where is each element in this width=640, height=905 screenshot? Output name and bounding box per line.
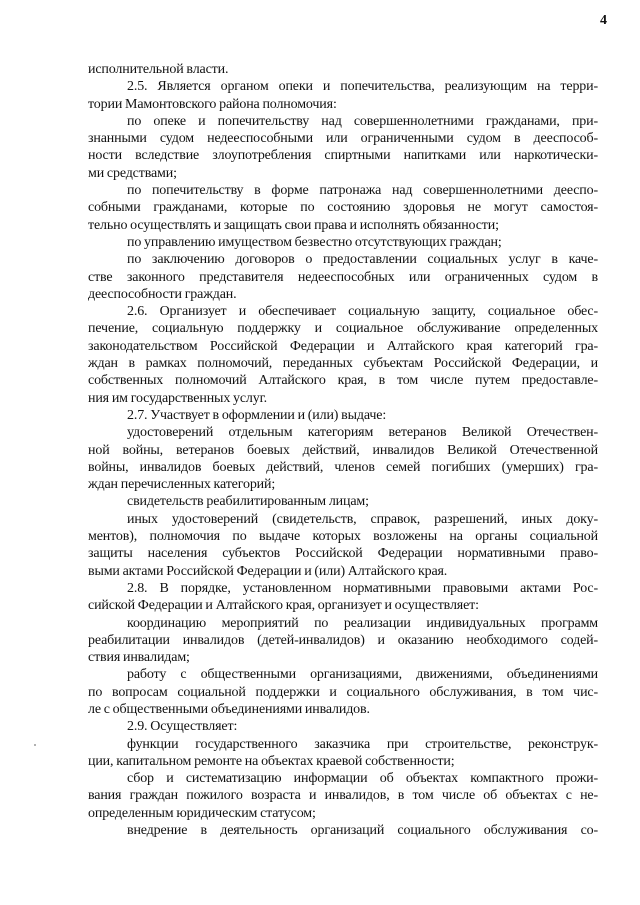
scan-artifact-dot — [34, 744, 36, 746]
text-line: координацию мероприятий по реализации индивидуальных программ — [127, 615, 598, 631]
text-line: ждан перечисленных категорий; — [88, 477, 276, 493]
text-line: по попечительству в форме патронажа над совершеннолетними дееспо- — [127, 183, 598, 199]
text-line: законодательством Российской Федерации и Алтайского края категорий гра- — [88, 338, 598, 354]
text-line: по опеке и попечительству над совершеннолетними гражданами, при- — [127, 113, 598, 129]
text-line: 2.8. В порядке, установленном нормативными правовыми актами Рос- — [127, 580, 598, 596]
text-line: вания граждан пожилого возраста и инвалидов, в том числе об объектах с не- — [88, 788, 598, 804]
text-line: свидетельств реабилитированным лицам; — [127, 494, 369, 510]
text-line: ми средствами; — [88, 165, 177, 181]
text-line: ствия инвалидам; — [88, 650, 190, 666]
text-line: печение, социальную поддержку и социальное обслуживание определенных — [88, 321, 598, 337]
text-line: определенным юридическим статусом; — [88, 805, 316, 821]
text-line: стве законного представителя недееспособных или ограниченных судом в — [88, 269, 598, 285]
text-line: ле с общественными объединениями инвалидов. — [88, 701, 370, 717]
text-line: по заключению договоров о предоставлении социальных услуг в каче- — [127, 252, 598, 268]
text-line: исполнительной власти. — [88, 62, 229, 77]
document-body — [88, 61, 598, 839]
text-line: ности вследствие злоупотребления спиртными напитками или наркотически- — [88, 148, 598, 164]
text-line: выми актами Российской Федерации и (или) Алтайского края. — [88, 563, 448, 579]
text-line: 2.9. Осуществляет: — [127, 719, 238, 735]
text-line: сбор и систематизацию информации об объектах компактного прожи- — [127, 771, 598, 787]
text-line: тельно осуществлять и защищать свои права и исполнять обязанности; — [88, 217, 499, 233]
text-line: защиты населения субъектов Российской Федерации нормативными право- — [88, 546, 598, 562]
text-line: по управлению имуществом безвестно отсутствующих граждан; — [127, 234, 502, 250]
text-line: работу с общественными организациями, движениями, объединениями — [127, 667, 598, 683]
text-line: иных удостоверений (свидетельств, справок, разрешений, иных доку- — [127, 511, 598, 527]
text-line: удостоверений отдельным категориям ветеранов Великой Отечествен- — [127, 425, 598, 441]
text-line: сийской Федерации и Алтайского края, организует и осуществляет: — [88, 598, 479, 614]
text-line: ментов), полномочия по выдаче которых возложены на органы социальной — [88, 529, 598, 545]
text-line: ния им государственных услуг. — [88, 390, 267, 406]
text-line: ции, капитальном ремонте на объектах краевой собственности; — [88, 753, 455, 769]
text-line: 2.5. Является органом опеки и попечительства, реализующим на терри- — [127, 79, 598, 95]
text-line: дееспособности граждан. — [88, 286, 237, 302]
text-line: внедрение в деятельность организаций социального обслуживания со- — [127, 823, 598, 839]
text-line: функции государственного заказчика при строительстве, реконструк- — [127, 736, 598, 752]
text-line: по вопросам социальной поддержки и социального обслуживания, в том чис- — [88, 684, 598, 700]
page-number: 4 — [600, 13, 607, 28]
text-line: собными гражданами, которые по состоянию здоровья не могут самостоя- — [88, 200, 598, 216]
text-line: войны, инвалидов боевых действий, членов семей погибших (умерших) гра- — [88, 459, 598, 475]
text-line: ной войны, ветеранов боевых действий, инвалидов Великой Отечественной — [88, 442, 598, 458]
text-line: 2.7. Участвует в оформлении и (или) выдаче: — [127, 407, 387, 423]
text-line: знанными судом недееспособными или ограниченными судом в дееспособ- — [88, 131, 598, 147]
text-line: реабилитации инвалидов (детей-инвалидов) и оказанию необходимого содей- — [88, 632, 598, 648]
text-line: ждан в рамках полномочий, переданных субъектам Российской Федерации, и — [88, 356, 598, 372]
text-line: тории Мамонтовского района полномочия: — [88, 96, 337, 112]
text-line: собственных полномочий Алтайского края, в том числе путем предоставле- — [88, 373, 598, 389]
text-line: 2.6. Организует и обеспечивает социальную защиту, социальное обес- — [127, 304, 598, 320]
